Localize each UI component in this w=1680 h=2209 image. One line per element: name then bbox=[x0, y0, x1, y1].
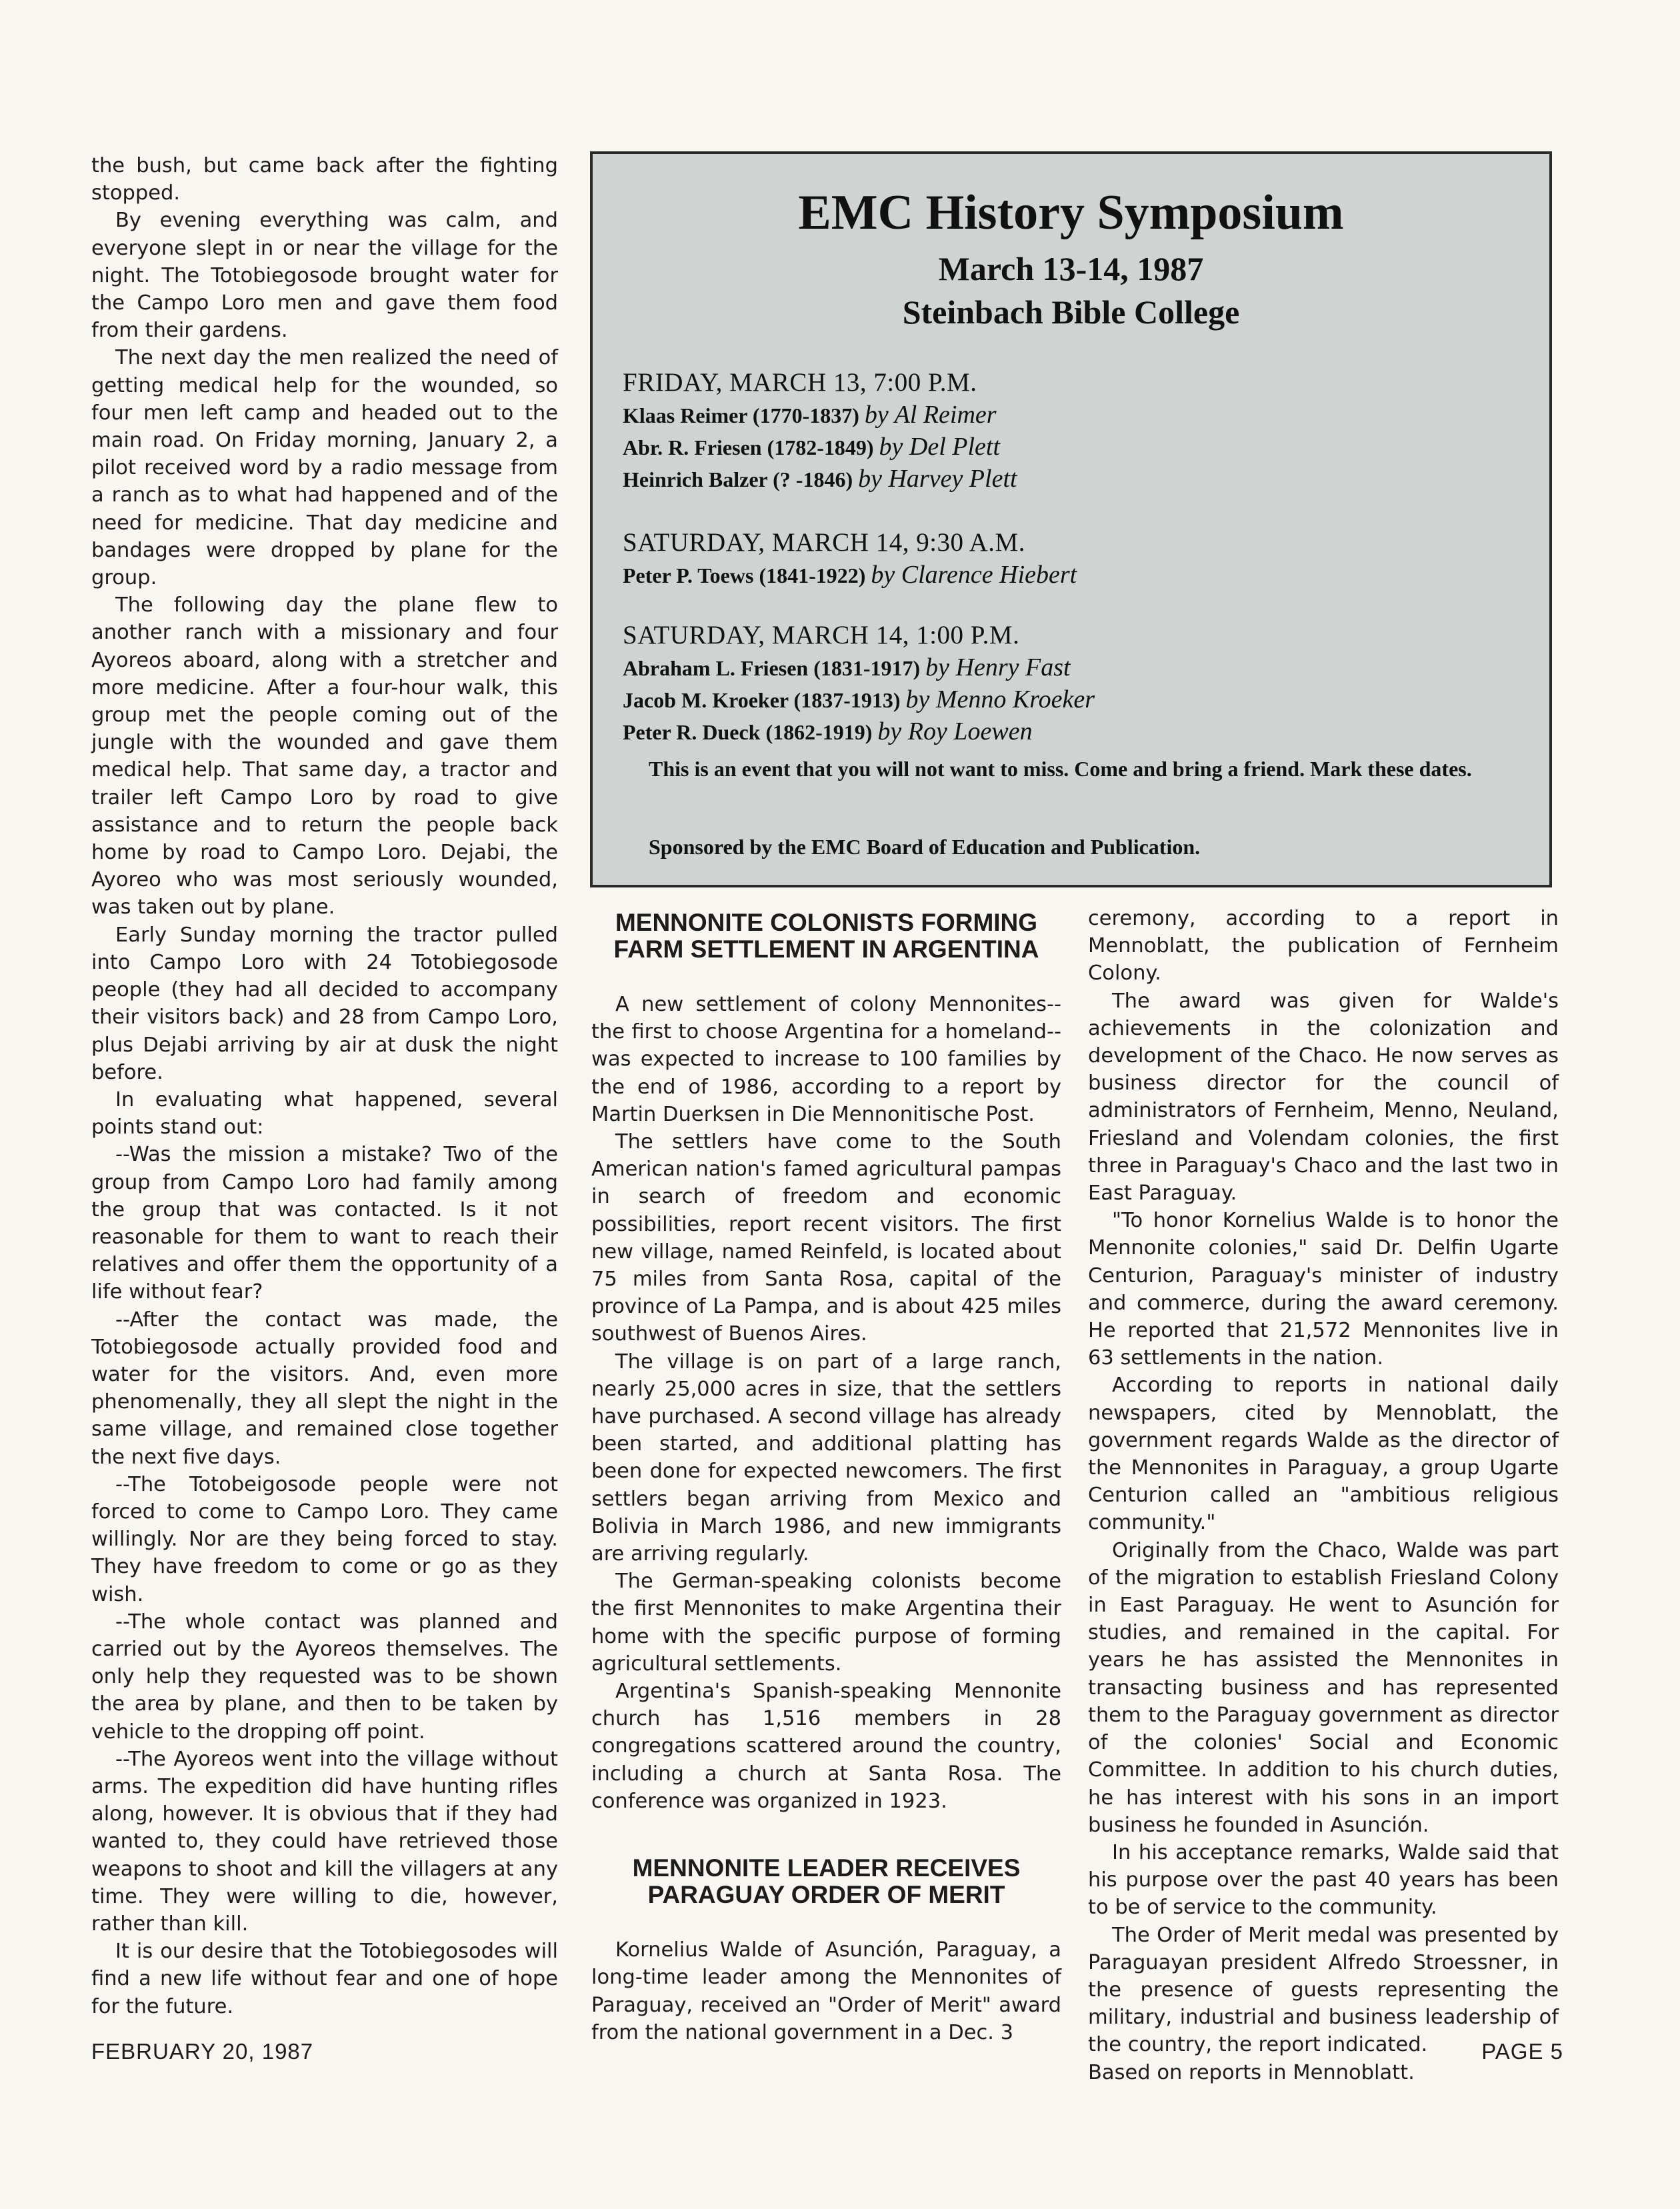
talk-speaker: by Del Plett bbox=[879, 433, 1001, 461]
talk-item bbox=[623, 463, 1017, 495]
paragraph: --After the contact was made, the Totobiegosode actually provided food and water for the visitors. And, even more phenomenally, they all slept the night in the same village, and remained close together the next five days. bbox=[91, 1308, 558, 1469]
talk-item bbox=[623, 559, 1077, 591]
talk-item bbox=[623, 399, 1017, 431]
paragraph: The Order of Merit medal was presented by Paraguayan president Alfredo Stroessner, in the presence of guests representing the military, industrial and business leadership of the country, the report indicated. bbox=[1088, 1923, 1559, 2057]
article-body-paraguay-continued bbox=[1088, 987, 1559, 2059]
session-heading: SATURDAY, MARCH 14, 1:00 P.M. bbox=[623, 621, 1020, 649]
session-saturday-afternoon bbox=[623, 619, 1095, 748]
session-heading: FRIDAY, MARCH 13, 7:00 P.M. bbox=[623, 368, 977, 397]
footer-date: FEBRUARY 20, 1987 bbox=[91, 2039, 314, 2064]
paragraph: In evaluating what happened, several points stand out: bbox=[91, 1087, 558, 1140]
talk-speaker: by Clarence Hiebert bbox=[871, 561, 1077, 589]
page-number: PAGE 5 bbox=[1481, 2039, 1563, 2064]
talk-subject: Peter R. Dueck (1862-1919) bbox=[623, 720, 873, 744]
article-source-note: Based on reports in Mennoblatt. bbox=[1088, 2060, 1415, 2084]
talk-subject: Jacob M. Kroeker (1837-1913) bbox=[623, 688, 901, 712]
paragraph-continuation: ceremony, according to a report in Mennoblatt, the publication of Fernheim Colony. bbox=[1088, 907, 1559, 985]
talk-speaker: by Menno Kroeker bbox=[905, 685, 1095, 713]
symposium-date: March 13-14, 1987 bbox=[938, 250, 1204, 287]
left-column bbox=[91, 152, 558, 2020]
talk-subject: Peter P. Toews (1841-1922) bbox=[623, 563, 866, 587]
talk-speaker: by Henry Fast bbox=[925, 653, 1071, 681]
symposium-venue: Steinbach Bible College bbox=[902, 293, 1240, 331]
talk-speaker: by Harvey Plett bbox=[858, 465, 1017, 493]
symposium-title: EMC History Symposium bbox=[798, 185, 1344, 240]
session-saturday-morning bbox=[623, 526, 1077, 591]
paragraph: "To honor Kornelius Walde is to honor the Mennonite colonies," said Dr. Delfin Ugarte Centurion, Paraguay's minister of industry and commerce, during the award ceremony. He reported that 21,572 Mennonites live in 63 settlements in the nation. bbox=[1088, 1209, 1559, 1370]
paragraph: --The whole contact was planned and carried out by the Ayoreos themselves. The only help they requested was to be shown the area by plane, and then to be taken by vehicle to the dropping off point. bbox=[91, 1610, 558, 1744]
session-friday-evening bbox=[623, 366, 1017, 495]
talk-subject: Klaas Reimer (1770-1837) bbox=[623, 403, 859, 427]
paragraph: It is our desire that the Totobiegosodes will find a new life without fear and one of hope for the future. bbox=[91, 1940, 558, 2018]
paragraph: The German-speaking colonists become the first Mennonites to make Argentina their home with the specific purpose of forming agricultural settlements. bbox=[591, 1570, 1061, 1676]
talk-item bbox=[623, 431, 1017, 463]
paragraph: A new settlement of colony Mennonites--the first to choose Argentina for a homeland--was expected to increase to 100 families by the end of 1986, according to a report by Martin Duerksen in Die Mennonitische Post. bbox=[591, 993, 1061, 1126]
article-headline-paraguay: MENNONITE LEADER RECEIVES PARAGUAY ORDER OF MERIT bbox=[632, 1854, 1021, 1909]
article-body-argentina bbox=[591, 991, 1061, 1815]
paragraph: The settlers have come to the South American nation's famed agricultural pampas in search of freedom and economic possibilities, report recent visitors. The first new village, named Reinfeld, is located about 75 miles from Santa Rosa, capital of the province of La Pampa, and is about 425 miles southwest of Buenos Aires. bbox=[591, 1130, 1061, 1346]
paragraph: Kornelius Walde of Asunción, Paraguay, a long-time leader among the Mennonites of Paraguay, received an "Order of Merit" award from the national government in a Dec. 3 bbox=[591, 1938, 1061, 2044]
paragraph: Originally from the Chaco, Walde was part of the migration to establish Friesland Colony in East Paraguay. He went to Asunción for studies, and remained in the capital. For years he has assisted the Mennonites in transacting business and has represented them to the Paraguay government as director of the colonies' Social and Economic Committee. In addition to his church duties, he has interest with his sons in an import business he founded in Asunción. bbox=[1088, 1538, 1559, 1837]
talk-subject: Abraham L. Friesen (1831-1917) bbox=[623, 656, 921, 680]
right-column bbox=[1088, 905, 1559, 2086]
article-headline-argentina: MENNONITE COLONISTS FORMING FARM SETTLEMENT IN ARGENTINA bbox=[613, 909, 1039, 963]
paragraph: The next day the men realized the need of getting medical help for the wounded, so four men left camp and headed out to the main road. On Friday morning, January 2, a pilot received word by a radio message from a ranch as to what had happened and of the need for medicine. That day medicine and bandages were dropped by plane for the group. bbox=[91, 346, 558, 590]
talk-item bbox=[623, 684, 1095, 716]
talk-speaker: by Roy Loewen bbox=[877, 717, 1033, 745]
talk-subject: Abr. R. Friesen (1782-1849) bbox=[623, 435, 874, 459]
paragraph: --The Ayoreos went into the village without arms. The expedition did have hunting rifles along, however. It is obvious that if they had wanted to, they could have retrieved those weapons to shoot and kill the villagers at any time. They were willing to die, however, rather than kill. bbox=[91, 1747, 558, 1936]
paragraph: The award was given for Walde's achievements in the colonization and development of the Chaco. He now serves as business director for the council of administrators of Fernheim, Menno, Neuland, Friesland and Volendam colonies, the first three in Paraguay's Chaco and the last two in East Paraguay. bbox=[1088, 989, 1559, 1206]
paragraph: By evening everything was calm, and everyone slept in or near the village for the night. The Totobiegosode brought water for the Campo Loro men and gave them food from their gardens. bbox=[91, 209, 558, 343]
paragraph: In his acceptance remarks, Walde said that his purpose over the past 40 years has been to be of service to the community. bbox=[1088, 1840, 1559, 1920]
paragraph: The following day the plane flew to another ranch with a missionary and four Ayoreos aboard, along with a stretcher and more medicine. After a four-hour walk, this group met the people coming out of the jungle with the wounded and gave them medical help. That same day, a tractor and trailer left Campo Loro by road to give assistance and to return the people back home by road to Campo Loro. Dejabi, the Ayoreo who was most seriously wounded, was taken out by plane. bbox=[91, 593, 558, 919]
paragraph: Early Sunday morning the tractor pulled into Campo Loro with 24 Totobiegosode people (they had all decided to accompany their visitors back) and 28 from Campo Loro, plus Dejabi arriving by air at dusk the night before. bbox=[91, 923, 558, 1084]
paragraph: --The Totobeigosode people were not forced to come to Campo Loro. They came willingly. Nor are they being forced to stay. They have freedom to come or go as they wish. bbox=[91, 1472, 558, 1606]
paragraph: Argentina's Spanish-speaking Mennonite church has 1,516 members in 28 congregations scattered around the country, including a church at Santa Rosa. The conference was organized in 1923. bbox=[591, 1680, 1061, 1813]
talk-speaker: by Al Reimer bbox=[864, 401, 997, 429]
symposium-announcement-box bbox=[590, 151, 1552, 887]
paragraph: According to reports in national daily newspapers, cited by Mennoblatt, the government regards Walde as the director of the Mennonites in Paraguay, a group Ugarte Centurion called an "ambitious religious community." bbox=[1088, 1374, 1559, 1535]
symposium-sponsor: Sponsored by the EMC Board of Education and Publication. bbox=[649, 835, 1201, 859]
talk-item bbox=[623, 652, 1095, 684]
talk-item bbox=[623, 716, 1095, 748]
talk-subject: Heinrich Balzer (? -1846) bbox=[623, 467, 853, 491]
article-body-paraguay-start bbox=[591, 1936, 1061, 2046]
paragraph: the bush, but came back after the fighting stopped. bbox=[91, 154, 558, 205]
paragraph: The village is on part of a large ranch, nearly 25,000 acres in size, that the settlers have purchased. A second village has already been started, and additional platting has been done for expected newcomers. The first settlers began arriving from Mexico and Bolivia in March 1986, and new immigrants are arriving regularly. bbox=[591, 1350, 1061, 1566]
paragraph: --Was the mission a mistake? Two of the group from Campo Loro had family among the group that was contacted. Is it not reasonable for them to want to reach their relatives and offer them the opportunity of a life without fear? bbox=[91, 1143, 558, 1304]
session-heading: SATURDAY, MARCH 14, 9:30 A.M. bbox=[623, 528, 1025, 557]
symposium-note: This is an event that you will not want to miss. Come and bring a friend. Mark these dates. bbox=[649, 757, 1472, 781]
middle-column bbox=[591, 909, 1061, 2046]
